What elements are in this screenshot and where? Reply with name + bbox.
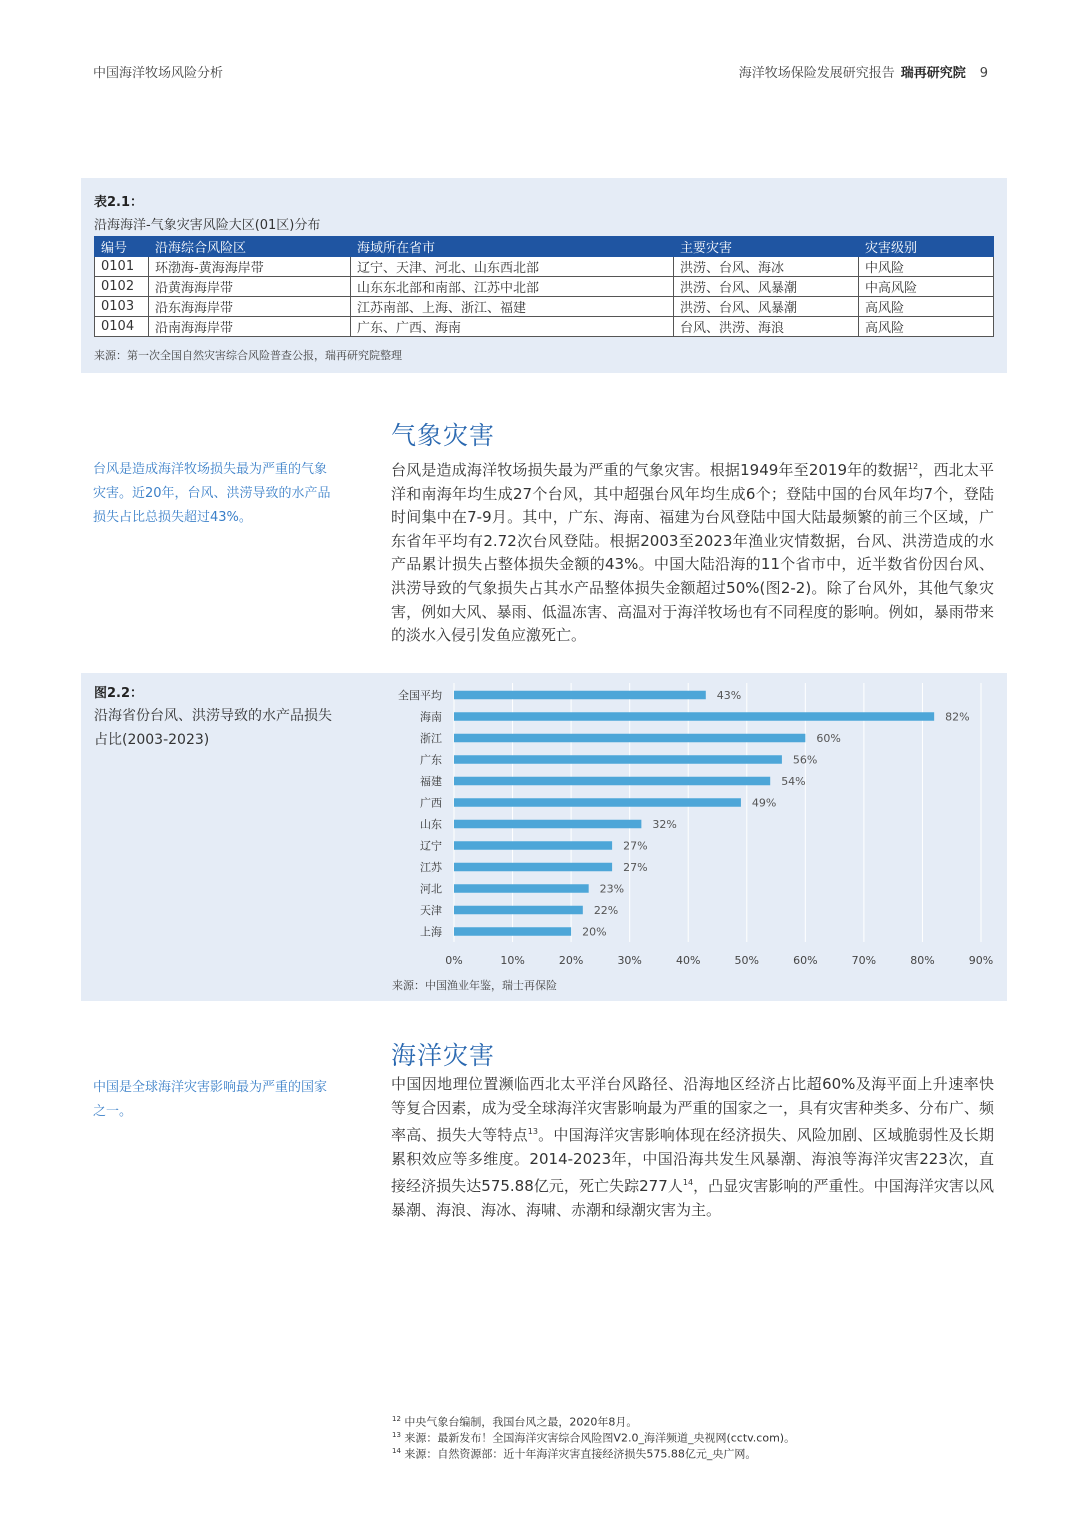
footnote-number: 13 <box>392 1431 401 1439</box>
table-cell: 广东、广西、海南 <box>351 317 674 337</box>
table-cell: 0104 <box>95 317 149 337</box>
x-tick-label: 90% <box>968 954 994 967</box>
data-label: 60% <box>816 732 841 745</box>
category-label: 福建 <box>420 775 442 788</box>
bar <box>454 906 583 915</box>
paragraph-text: 。中国海洋灾害影响体现在经济损失、风险加剧、区域脆弱性及长期累积效应等多维度。2014-2023年，中国沿海共发生风暴潮、海浪等海洋灾害223次，直接经济损失达575.88亿元，死亡失踪277人 <box>391 1126 994 1196</box>
table-cell: 中风险 <box>859 257 994 277</box>
data-label: 32% <box>652 818 677 831</box>
figure-label: 图2.2： <box>94 686 144 701</box>
category-label: 辽宁 <box>420 839 442 853</box>
category-label: 天津 <box>420 904 442 917</box>
category-label: 浙江 <box>420 732 442 745</box>
data-label: 23% <box>599 882 625 896</box>
footnote-number: 14 <box>392 1447 401 1455</box>
bar <box>454 884 589 893</box>
category-label: 海南 <box>420 710 442 724</box>
bar <box>454 798 741 807</box>
bar <box>454 734 805 743</box>
col-header: 主要灾害 <box>674 237 859 257</box>
col-header: 灾害级别 <box>859 237 994 257</box>
x-tick-label: 40% <box>675 954 701 967</box>
data-label: 27% <box>623 861 648 874</box>
risk-table <box>94 236 994 337</box>
footnote-text: 来源：自然资源部：近十年海洋灾害直接经济损失575.88亿元_央广网。 <box>404 1447 757 1461</box>
report-title: 海洋牧场保险发展研究报告 <box>738 66 895 81</box>
x-tick-label: 30% <box>617 954 642 967</box>
table-cell: 洪涝、台风、风暴潮 <box>674 297 859 317</box>
x-tick-label: 20% <box>558 954 584 967</box>
category-label: 江苏 <box>420 861 442 874</box>
data-label: 22% <box>593 904 619 917</box>
bar <box>454 777 770 786</box>
table-cell: 沿黄海海岸带 <box>149 277 351 297</box>
table-cell: 高风险 <box>859 297 994 317</box>
category-label: 河北 <box>420 882 442 896</box>
bar <box>454 691 706 700</box>
sidebar-note-weather: 台风是造成海洋牧场损失最为严重的气象灾害。近20年，台风、洪涝导致的水产品损失占比总损失超过43%。 <box>93 462 331 525</box>
table-cell: 台风、洪涝、海浪 <box>674 317 859 337</box>
data-label: 82% <box>945 710 970 724</box>
table-cell: 洪涝、台风、海冰 <box>674 257 859 277</box>
data-label: 27% <box>623 839 648 853</box>
category-label: 全国平均 <box>398 689 442 702</box>
footnote <box>392 1412 637 1430</box>
org-name: 瑞再研究院 <box>900 66 966 81</box>
data-label: 56% <box>792 753 818 767</box>
footnote-text: 中央气象台编制，我国台风之最，2020年8月。 <box>404 1415 638 1429</box>
body-paragraph-weather <box>391 455 994 648</box>
table-cell: 高风险 <box>859 317 994 337</box>
figure-source: 来源：中国渔业年鉴，瑞士再保险 <box>392 979 557 992</box>
table-label: 表2.1： <box>94 195 144 210</box>
table-cell: 沿东海海岸带 <box>149 297 351 317</box>
table-cell: 江苏南部、上海、浙江、福建 <box>351 297 674 317</box>
table-source: 来源：第一次全国自然灾害综合风险普查公报，瑞再研究院整理 <box>94 349 402 362</box>
x-tick-label: 70% <box>851 954 877 967</box>
table-cell: 0102 <box>95 277 149 297</box>
paragraph-text: ，凸显灾害影响的严重性。中国海洋灾害以风暴潮、海浪、海冰、海啸、赤潮和绿潮灾害为主。 <box>391 1177 994 1219</box>
table-cell: 0103 <box>95 297 149 317</box>
col-header: 海域所在省市 <box>351 237 674 257</box>
paragraph-text: 中国因地理位置濒临西北太平洋台风路径、沿海地区经济占比超60%及海平面上升速率快等复合因素，成为受全球海洋灾害影响最为严重的国家之一，具有灾害种类多、分布广、频率高、损失大等特点 <box>391 1075 994 1145</box>
footnote-text: 来源：最新发布！全国海洋灾害综合风险图V2.0_海洋频道_央视网(cctv.com)。 <box>404 1431 796 1445</box>
running-header-right <box>739 62 988 81</box>
bar <box>454 841 612 850</box>
figure-title: 沿海省份台风、洪涝导致的水产品损失占比(2003-2023) <box>94 708 332 748</box>
bar <box>454 927 571 936</box>
table-title: 沿海海洋-气象灾害风险大区(01区)分布 <box>94 218 321 233</box>
table-cell: 环渤海-黄海海岸带 <box>149 257 351 277</box>
table-cell: 0101 <box>95 257 149 277</box>
sidebar-note-marine: 中国是全球海洋灾害影响最为严重的国家之一。 <box>93 1080 328 1119</box>
paragraph-text: ，西北太平洋和南海年均生成27个台风，其中超强台风年均生成6个；登陆中国的台风年均7个，登陆时间集中在7-9月。其中，广东、海南、福建为台风登陆中国大陆最频繁的前三个区域，广东省年平均有2.72次台风登陆。根据2003至2023年渔业灾情数据，台风、洪涝造成的水产品累计损失占整体损失金额的43%。中国大陆沿海的11个省市中，近半数省份因台风、洪涝导致的气象损失占其水产品整体损失金额超过50%(图2-2)。除了台风外，其他气象灾害，例如大风、暴雨、低温冻害、高温对于海洋牧场也有不同程度的影响。例如，暴雨带来的淡水入侵引发鱼应激死亡。 <box>391 461 994 645</box>
paragraph-text: 台风是造成海洋牧场损失最为严重的气象灾害。根据1949年至2019年的数据 <box>391 461 908 479</box>
col-header: 编号 <box>95 237 149 257</box>
table-row <box>95 257 994 277</box>
category-label: 山东 <box>420 818 442 831</box>
running-header-left: 中国海洋牧场风险分析 <box>93 66 224 81</box>
bar-chart <box>381 680 1001 974</box>
x-tick-label: 50% <box>734 954 760 967</box>
x-tick-label: 10% <box>500 954 525 967</box>
table-row <box>95 297 994 317</box>
data-label: 49% <box>751 796 777 810</box>
bar <box>454 712 934 721</box>
x-tick-label: 60% <box>793 954 818 967</box>
table-cell: 山东东北部和南部、江苏中北部 <box>351 277 674 297</box>
table-row <box>95 317 994 337</box>
bar <box>454 755 782 764</box>
bar <box>454 820 641 829</box>
table-cell: 洪涝、台风、风暴潮 <box>674 277 859 297</box>
section-heading-marine: 海洋灾害 <box>391 1041 496 1070</box>
page-number: 9 <box>979 66 988 81</box>
footnote-ref: 13 <box>527 1127 538 1137</box>
body-paragraph-marine <box>391 1073 994 1223</box>
section-heading-weather: 气象灾害 <box>391 421 496 450</box>
x-tick-label: 80% <box>910 954 935 967</box>
footnote-ref: 14 <box>682 1178 694 1188</box>
data-label: 20% <box>582 925 607 939</box>
x-tick-label: 0% <box>445 954 463 967</box>
footnote <box>392 1444 756 1462</box>
table-header-row <box>95 237 994 257</box>
category-label: 广东 <box>420 753 442 767</box>
table-row <box>95 277 994 297</box>
footnote <box>392 1428 795 1446</box>
footnote-number: 12 <box>392 1415 401 1423</box>
category-label: 广西 <box>420 796 442 810</box>
data-label: 43% <box>716 689 742 702</box>
table-cell: 中高风险 <box>859 277 994 297</box>
data-label: 54% <box>781 775 806 788</box>
bar <box>454 863 612 872</box>
footnote-ref: 12 <box>907 462 919 471</box>
category-label: 上海 <box>420 925 442 939</box>
col-header: 沿海综合风险区 <box>149 237 351 257</box>
table-cell: 辽宁、天津、河北、山东西北部 <box>351 257 674 277</box>
table-cell: 沿南海海岸带 <box>149 317 351 337</box>
